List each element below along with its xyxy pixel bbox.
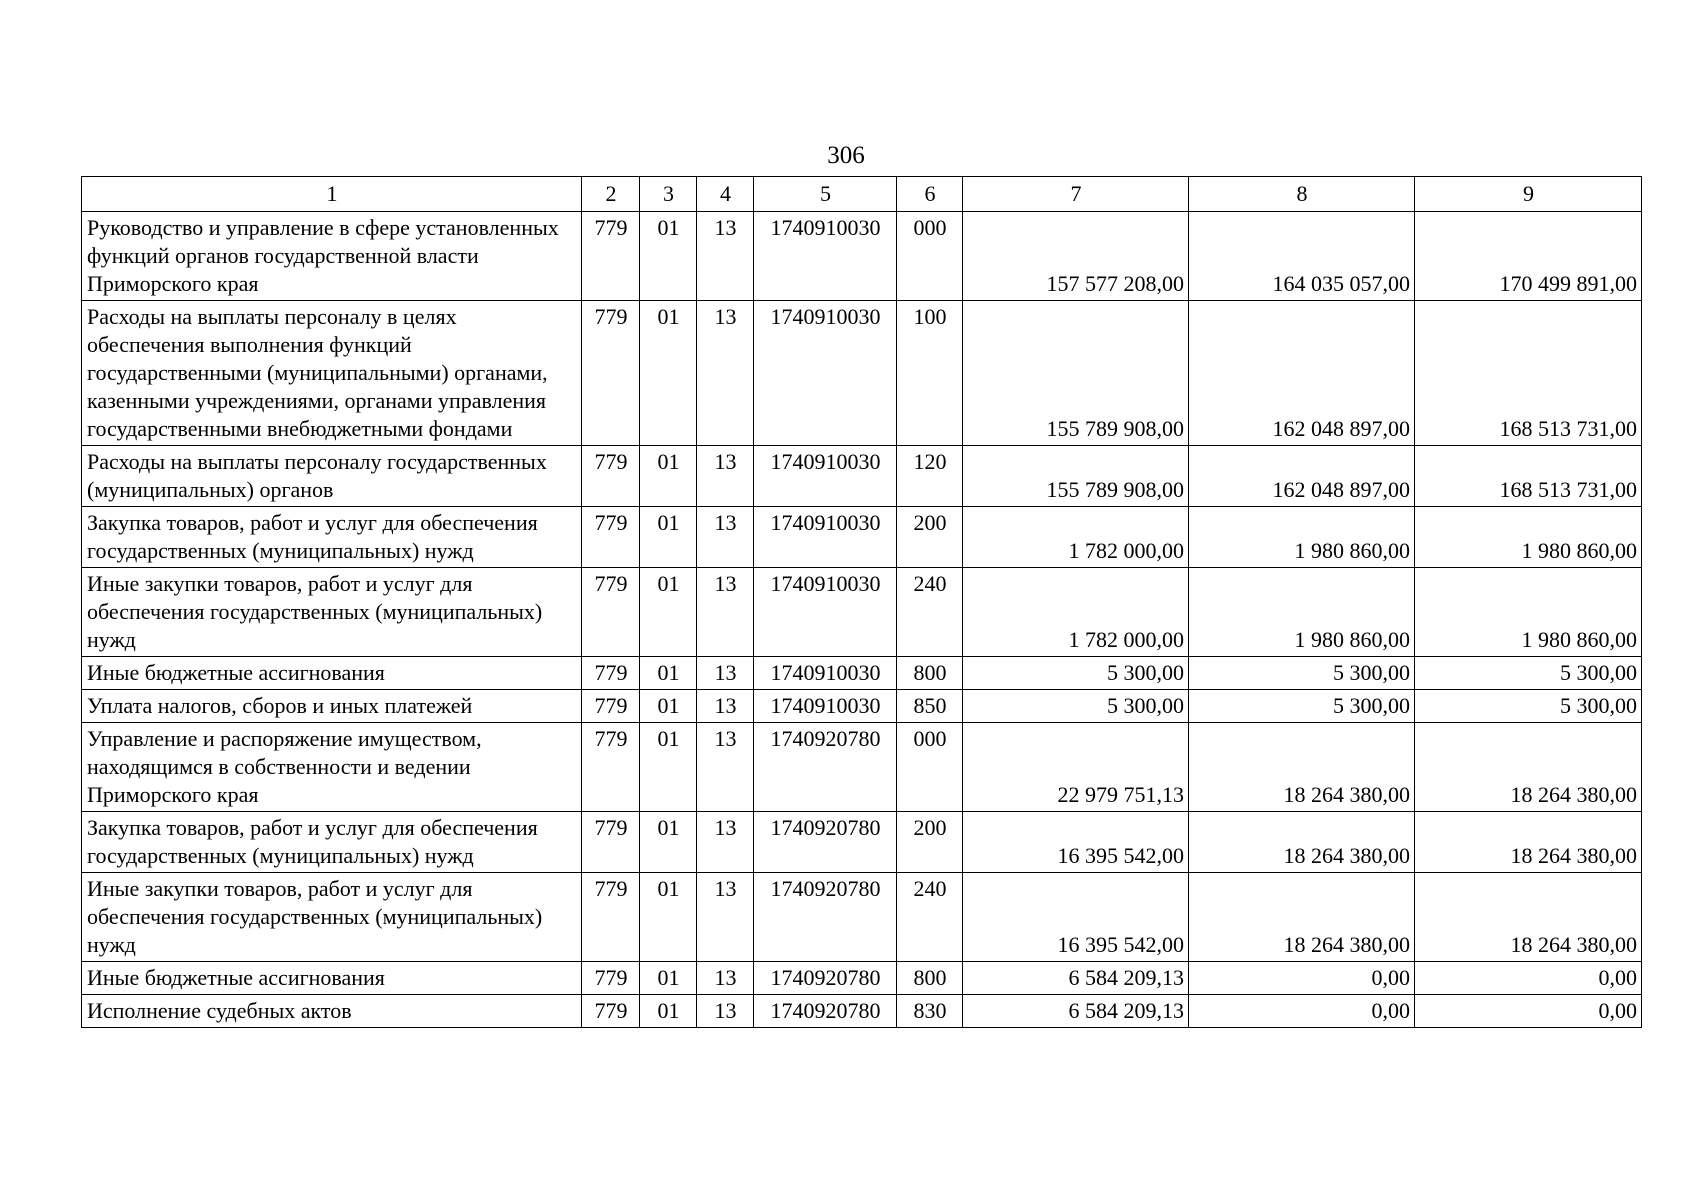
target-article-cell: 1740920780 xyxy=(754,995,897,1028)
subsection-code-cell: 13 xyxy=(697,812,754,873)
expense-name-cell: Расходы на выплаты персоналу в целях обеспечения выполнения функций государственными (муниципальными) органами, казенными учреждениями, органами управления государственными внебюджетными фондами xyxy=(82,301,582,446)
table-row xyxy=(82,657,1642,690)
ministry-code-cell: 779 xyxy=(582,446,640,507)
subsection-code-cell: 13 xyxy=(697,657,754,690)
ministry-code-cell: 779 xyxy=(582,873,640,962)
table-row xyxy=(82,446,1642,507)
table-row xyxy=(82,995,1642,1028)
amount-col9-cell: 5 300,00 xyxy=(1415,690,1642,723)
amount-col7-cell: 1 782 000,00 xyxy=(963,568,1189,657)
expense-type-cell: 200 xyxy=(897,507,963,568)
expense-name-cell: Закупка товаров, работ и услуг для обеспечения государственных (муниципальных) нужд xyxy=(82,812,582,873)
target-article-cell: 1740920780 xyxy=(754,723,897,812)
table-row xyxy=(82,690,1642,723)
column-header: 1 xyxy=(82,177,582,212)
expense-type-cell: 000 xyxy=(897,212,963,301)
amount-col9-cell: 168 513 731,00 xyxy=(1415,446,1642,507)
expense-type-cell: 100 xyxy=(897,301,963,446)
section-code-cell: 01 xyxy=(640,873,697,962)
amount-col9-cell: 18 264 380,00 xyxy=(1415,873,1642,962)
column-header: 9 xyxy=(1415,177,1642,212)
amount-col8-cell: 1 980 860,00 xyxy=(1189,568,1415,657)
table-row xyxy=(82,212,1642,301)
section-code-cell: 01 xyxy=(640,446,697,507)
subsection-code-cell: 13 xyxy=(697,446,754,507)
amount-col9-cell: 18 264 380,00 xyxy=(1415,812,1642,873)
section-code-cell: 01 xyxy=(640,301,697,446)
section-code-cell: 01 xyxy=(640,568,697,657)
amount-col9-cell: 18 264 380,00 xyxy=(1415,723,1642,812)
amount-col7-cell: 16 395 542,00 xyxy=(963,873,1189,962)
target-article-cell: 1740910030 xyxy=(754,657,897,690)
table-row xyxy=(82,962,1642,995)
amount-col8-cell: 18 264 380,00 xyxy=(1189,723,1415,812)
budget-table xyxy=(81,176,1642,1028)
section-code-cell: 01 xyxy=(640,657,697,690)
table-row xyxy=(82,812,1642,873)
expense-name-cell: Уплата налогов, сборов и иных платежей xyxy=(82,690,582,723)
section-code-cell: 01 xyxy=(640,507,697,568)
expense-type-cell: 200 xyxy=(897,812,963,873)
table-row xyxy=(82,568,1642,657)
amount-col8-cell: 162 048 897,00 xyxy=(1189,446,1415,507)
amount-col8-cell: 1 980 860,00 xyxy=(1189,507,1415,568)
amount-col8-cell: 164 035 057,00 xyxy=(1189,212,1415,301)
expense-name-cell: Управление и распоряжение имуществом, находящимся в собственности и ведении Приморского края xyxy=(82,723,582,812)
section-code-cell: 01 xyxy=(640,812,697,873)
column-header: 2 xyxy=(582,177,640,212)
target-article-cell: 1740910030 xyxy=(754,212,897,301)
expense-name-cell: Руководство и управление в сфере установленных функций органов государственной власти Приморского края xyxy=(82,212,582,301)
target-article-cell: 1740910030 xyxy=(754,507,897,568)
amount-col7-cell: 5 300,00 xyxy=(963,657,1189,690)
ministry-code-cell: 779 xyxy=(582,301,640,446)
amount-col7-cell: 6 584 209,13 xyxy=(963,995,1189,1028)
expense-name-cell: Иные закупки товаров, работ и услуг для обеспечения государственных (муниципальных) нужд xyxy=(82,873,582,962)
table-row xyxy=(82,723,1642,812)
expense-name-cell: Иные закупки товаров, работ и услуг для обеспечения государственных (муниципальных) нужд xyxy=(82,568,582,657)
subsection-code-cell: 13 xyxy=(697,301,754,446)
amount-col7-cell: 16 395 542,00 xyxy=(963,812,1189,873)
amount-col7-cell: 155 789 908,00 xyxy=(963,446,1189,507)
amount-col7-cell: 6 584 209,13 xyxy=(963,962,1189,995)
amount-col9-cell: 0,00 xyxy=(1415,995,1642,1028)
expense-type-cell: 240 xyxy=(897,568,963,657)
amount-col8-cell: 18 264 380,00 xyxy=(1189,873,1415,962)
expense-type-cell: 800 xyxy=(897,657,963,690)
ministry-code-cell: 779 xyxy=(582,212,640,301)
section-code-cell: 01 xyxy=(640,212,697,301)
amount-col9-cell: 1 980 860,00 xyxy=(1415,568,1642,657)
expense-type-cell: 120 xyxy=(897,446,963,507)
amount-col9-cell: 1 980 860,00 xyxy=(1415,507,1642,568)
amount-col9-cell: 5 300,00 xyxy=(1415,657,1642,690)
target-article-cell: 1740910030 xyxy=(754,446,897,507)
subsection-code-cell: 13 xyxy=(697,212,754,301)
subsection-code-cell: 13 xyxy=(697,507,754,568)
target-article-cell: 1740920780 xyxy=(754,962,897,995)
amount-col7-cell: 5 300,00 xyxy=(963,690,1189,723)
amount-col8-cell: 5 300,00 xyxy=(1189,657,1415,690)
page-number: 306 xyxy=(827,142,865,169)
subsection-code-cell: 13 xyxy=(697,723,754,812)
target-article-cell: 1740910030 xyxy=(754,690,897,723)
subsection-code-cell: 13 xyxy=(697,690,754,723)
column-header: 5 xyxy=(754,177,897,212)
ministry-code-cell: 779 xyxy=(582,723,640,812)
column-header: 4 xyxy=(697,177,754,212)
expense-name-cell: Исполнение судебных актов xyxy=(82,995,582,1028)
expense-type-cell: 240 xyxy=(897,873,963,962)
subsection-code-cell: 13 xyxy=(697,873,754,962)
column-header: 6 xyxy=(897,177,963,212)
expense-name-cell: Иные бюджетные ассигнования xyxy=(82,657,582,690)
ministry-code-cell: 779 xyxy=(582,507,640,568)
amount-col7-cell: 157 577 208,00 xyxy=(963,212,1189,301)
amount-col9-cell: 168 513 731,00 xyxy=(1415,301,1642,446)
amount-col8-cell: 5 300,00 xyxy=(1189,690,1415,723)
section-code-cell: 01 xyxy=(640,995,697,1028)
ministry-code-cell: 779 xyxy=(582,995,640,1028)
amount-col9-cell: 0,00 xyxy=(1415,962,1642,995)
column-header: 7 xyxy=(963,177,1189,212)
ministry-code-cell: 779 xyxy=(582,568,640,657)
table-row xyxy=(82,507,1642,568)
ministry-code-cell: 779 xyxy=(582,962,640,995)
amount-col8-cell: 162 048 897,00 xyxy=(1189,301,1415,446)
header-row xyxy=(82,177,1642,212)
ministry-code-cell: 779 xyxy=(582,657,640,690)
table-header xyxy=(82,177,1642,212)
amount-col8-cell: 18 264 380,00 xyxy=(1189,812,1415,873)
subsection-code-cell: 13 xyxy=(697,962,754,995)
section-code-cell: 01 xyxy=(640,962,697,995)
section-code-cell: 01 xyxy=(640,690,697,723)
column-header: 3 xyxy=(640,177,697,212)
column-header: 8 xyxy=(1189,177,1415,212)
expense-type-cell: 000 xyxy=(897,723,963,812)
expense-type-cell: 830 xyxy=(897,995,963,1028)
amount-col9-cell: 170 499 891,00 xyxy=(1415,212,1642,301)
expense-name-cell: Расходы на выплаты персоналу государственных (муниципальных) органов xyxy=(82,446,582,507)
ministry-code-cell: 779 xyxy=(582,812,640,873)
subsection-code-cell: 13 xyxy=(697,995,754,1028)
table-body xyxy=(82,212,1642,1028)
expense-name-cell: Закупка товаров, работ и услуг для обеспечения государственных (муниципальных) нужд xyxy=(82,507,582,568)
target-article-cell: 1740920780 xyxy=(754,873,897,962)
amount-col7-cell: 155 789 908,00 xyxy=(963,301,1189,446)
target-article-cell: 1740920780 xyxy=(754,812,897,873)
table-row xyxy=(82,873,1642,962)
subsection-code-cell: 13 xyxy=(697,568,754,657)
section-code-cell: 01 xyxy=(640,723,697,812)
expense-type-cell: 800 xyxy=(897,962,963,995)
table-row xyxy=(82,301,1642,446)
target-article-cell: 1740910030 xyxy=(754,568,897,657)
amount-col8-cell: 0,00 xyxy=(1189,995,1415,1028)
expense-name-cell: Иные бюджетные ассигнования xyxy=(82,962,582,995)
amount-col7-cell: 1 782 000,00 xyxy=(963,507,1189,568)
amount-col8-cell: 0,00 xyxy=(1189,962,1415,995)
amount-col7-cell: 22 979 751,13 xyxy=(963,723,1189,812)
expense-type-cell: 850 xyxy=(897,690,963,723)
ministry-code-cell: 779 xyxy=(582,690,640,723)
target-article-cell: 1740910030 xyxy=(754,301,897,446)
